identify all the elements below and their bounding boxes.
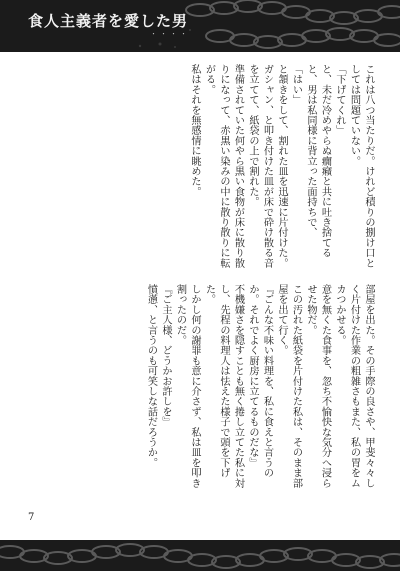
book-title: 食人主義者を愛した男 — [28, 12, 189, 30]
paragraph: 部屋を出た。その手際の良さや、甲斐々々しく片付けた作業の粗雑さもまた、私の胃をムカつかせる。 — [334, 284, 374, 488]
paragraph: しかし何の謝罪も意に介さず、私は皿を叩き割ったのだ。 — [174, 284, 200, 488]
page-number: 7 — [28, 512, 35, 523]
paragraph: 不機嫌さを隠すことも無く捲し立てた私に対し、先程の料理人は怯えた様子で頭を下げた。 — [203, 284, 244, 488]
paragraph: と、未だ冷めやらぬ癇癪と共に吐き捨てると、男は私同様に背立った面持ちで、 — [305, 64, 331, 258]
lower-text-block — [40, 284, 375, 492]
paragraph: 憤懣、と言うのも可笑しな話だろうか。 — [145, 284, 157, 468]
paragraph: ガシャン、と叩き付けた皿が床で砕け散る音を立てて、紙袋の上で割れた。 — [247, 64, 273, 268]
paragraph: この汚れた紙袋を片付けた私は、そのまま部屋を出て行く。 — [276, 284, 302, 488]
paragraph: 準備されていた何やら黒い食物が床に散り散りになって、赤黒い染みの中に散り散りに転がる。 — [203, 64, 244, 268]
chain-decoration-icon — [0, 540, 400, 571]
paragraph: これは八つ当たりだ。けれど積りの捌け口としては問題ていない。 — [348, 64, 374, 268]
paragraph: 『ごんな不味い料理を、私に食えと言うのか。それでよく厨房に立てるものだな』 — [247, 284, 273, 478]
footer-band — [0, 540, 400, 571]
upper-text-block — [40, 64, 375, 272]
paragraph: と頷きをして、割れた皿を迅速に片付けた。 — [276, 64, 287, 268]
paragraph: 意を無くた食事を、忽ち不愉快な気分へ浸らせた物だ。 — [305, 284, 331, 488]
header-band — [0, 0, 400, 52]
book-subtitle: ・・・・ — [150, 30, 190, 38]
paragraph: 『ご主人様、どうかお許しを』 — [160, 284, 171, 427]
paragraph: 「はい」 — [290, 64, 302, 105]
paragraph: 私はそれを無感情に眺めた。 — [189, 64, 200, 197]
paragraph: 「下げてくれ」 — [334, 64, 345, 136]
